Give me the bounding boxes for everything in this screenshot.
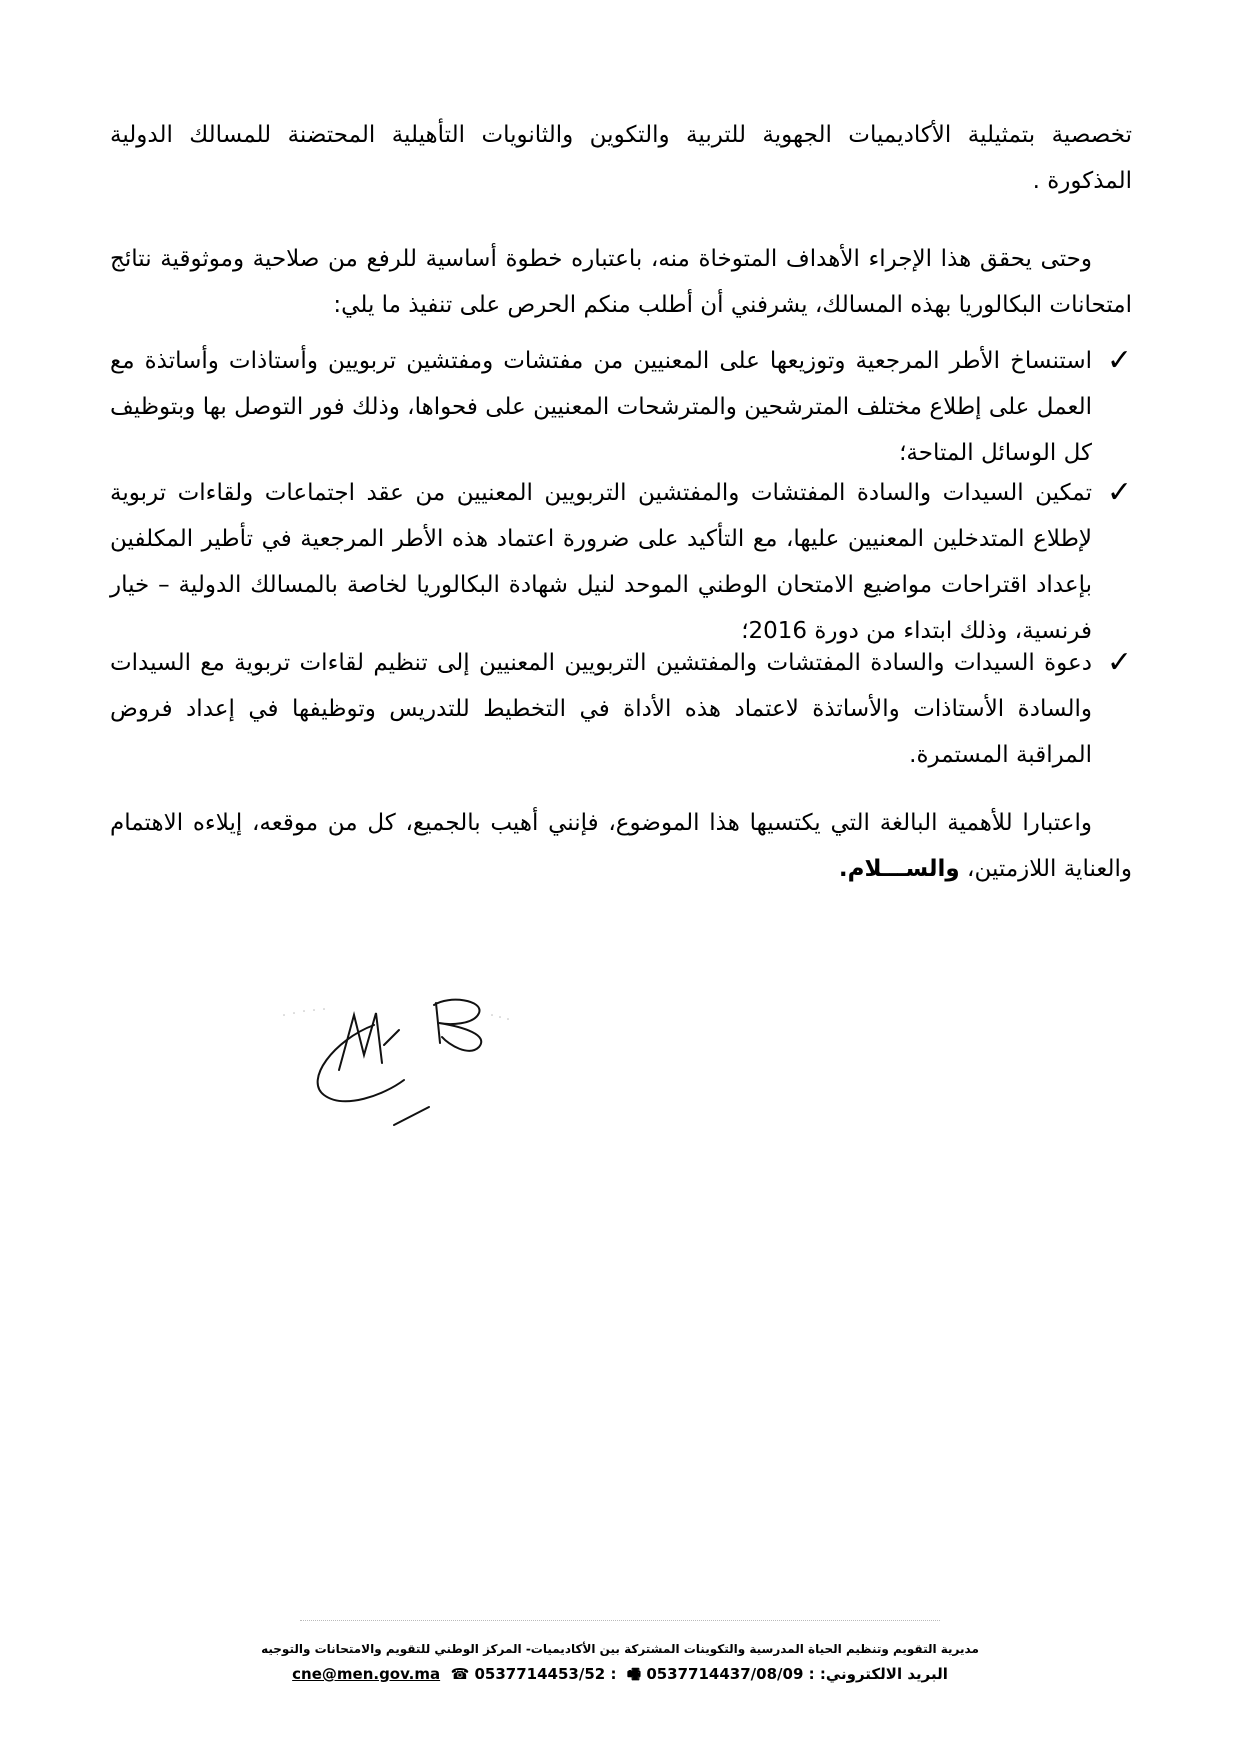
phone-number: 0537714453/52 : — [474, 1665, 617, 1683]
check-icon: ✓ — [1106, 645, 1132, 680]
paragraph-intro: تخصصية بتمثيلية الأكاديميات الجهوية للتربية والتكوين والثانويات التأهيلية المحتضنة للمسالك الدولية المذكورة . — [110, 122, 1132, 194]
bullet-text: دعوة السيدات والسادة المفتشات والمفتشين التربويين المعنيين إلى تنظيم لقاءات تربوية مع السيدات والسادة الأستاذات والأساتذة لاعتماد هذه الأداة في التخطيط للتدريس وتوظيفها في إعداد فروض المراقبة المستمرة. — [110, 650, 1092, 768]
bullet-item — [110, 640, 1132, 778]
email-label: البريد الالكتروني: — [819, 1665, 948, 1683]
bullet-item — [110, 338, 1132, 476]
bullet-text: استنساخ الأطر المرجعية وتوزيعها على المعنيين من مفتشات ومفتشين تربويين وأستاذات وأساتذة مع العمل على إطلاع مختلف المترشحين والمترشحات المعنيين على فحواها، وذلك فور التوصل بها وبتوظيف كل الوسائل المتاحة؛ — [110, 348, 1092, 466]
check-icon: ✓ — [1106, 343, 1132, 378]
footer — [0, 1640, 1240, 1686]
footer-contacts — [0, 1662, 1240, 1686]
bullet-text: تمكين السيدات والسادة المفتشات والمفتشين التربويين المعنيين من عقد اجتماعات ولقاءات تربوية لإطلاع المتدخلين المعنيين عليها، مع التأكيد على ضرورة اعتماد هذه الأطر المرجعية في تأطير المكلفين بإعداد اقتراحات مواضيع الامتحان الوطني الموحد لنيل شهادة البكالوريا لخاصة بالمسالك الدولية – خيار فرنسية، وذلك ابتداء من دورة 2016؛ — [110, 480, 1092, 644]
signature — [264, 985, 564, 1145]
paragraph-request: وحتى يحقق هذا الإجراء الأهداف المتوخاة منه، باعتباره خطوة أساسية للرفع من صلاحية وموثوقية نتائج امتحانات البكالوريا بهذه المسالك، يشرفني أن أطلب منكم الحرص على تنفيذ ما يلي: — [110, 246, 1132, 318]
closing-greeting: والســـلام. — [838, 856, 960, 882]
email-link[interactable]: cne@men.gov.ma — [292, 1665, 441, 1683]
check-icon: ✓ — [1106, 475, 1132, 510]
paragraph-closing — [110, 800, 1132, 892]
phone-icon: ☎ — [450, 1665, 470, 1683]
bullet-item — [110, 470, 1132, 654]
closing-text: واعتبارا للأهمية البالغة التي يكتسيها هذا الموضوع، فإنني أهيب بالجميع، كل من موقعه، إيلاءه الاهتمام والعناية اللازمتين، — [110, 810, 1132, 882]
fax-icon: 🖷 — [626, 1665, 642, 1683]
fax-number: 0537714437/08/09 : — [646, 1665, 815, 1683]
footer-divider — [300, 1620, 940, 1623]
footer-department: مديرية التقويم وتنظيم الحياة المدرسية والتكوينات المشتركة بين الأكاديميات- المركز الوطني للتقويم والامتحانات والتوجيه — [261, 1642, 979, 1656]
